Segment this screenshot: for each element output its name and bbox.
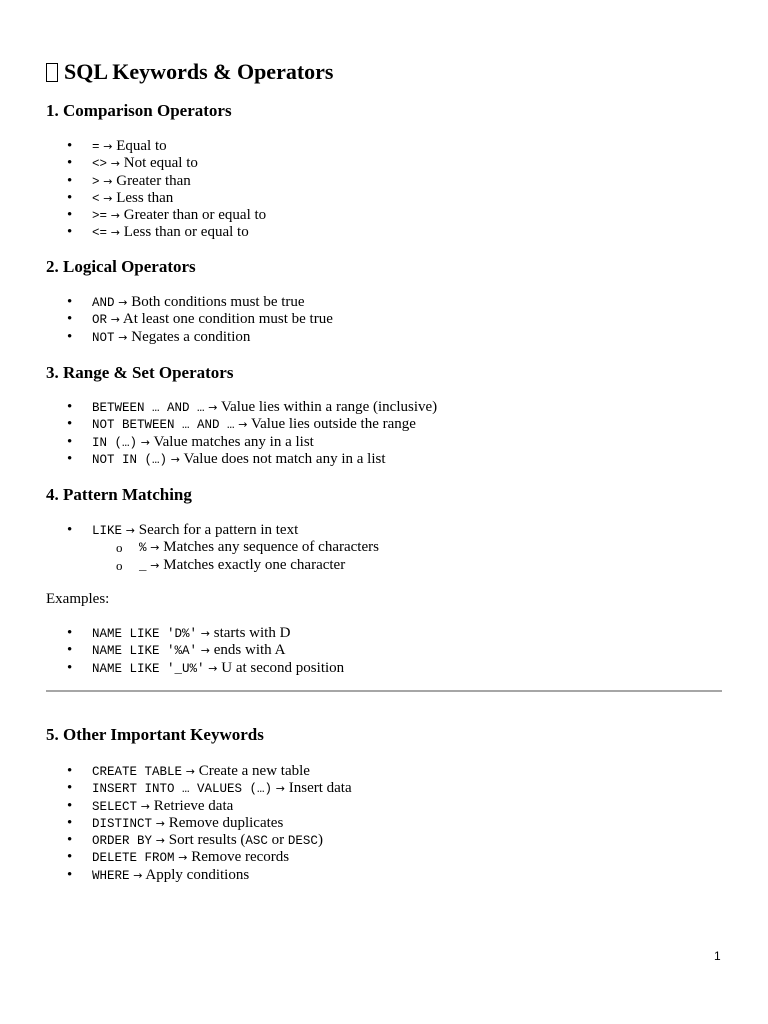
sub-list-item: o _ → Matches exactly one character — [116, 556, 346, 573]
list-item: • NOT → Negates a condition — [67, 328, 251, 345]
list-item: • INSERT INTO … VALUES (…) → Insert data — [67, 780, 352, 797]
examples-list — [46, 625, 722, 677]
section-heading-range-set: 3. Range & Set Operators — [46, 363, 234, 382]
sub-list-item: o % → Matches any sequence of characters — [116, 539, 379, 556]
missing-glyph-icon — [46, 63, 58, 82]
other-keywords-list — [46, 763, 722, 884]
list-item: • > → Greater than — [67, 172, 191, 189]
list-item: • SELECT → Retrieve data — [67, 797, 234, 814]
list-item: • LIKE → Search for a pattern in text — [67, 522, 299, 538]
list-item: • <> → Not equal to — [67, 155, 198, 172]
list-item: • NAME LIKE '%A' → ends with A — [67, 642, 286, 659]
section-heading-pattern-matching: 4. Pattern Matching — [46, 485, 192, 504]
list-item: • >= → Greater than or equal to — [67, 207, 267, 224]
section-heading-other-keywords: 5. Other Important Keywords — [46, 725, 264, 744]
examples-label: Examples: — [46, 591, 110, 607]
list-item: • AND → Both conditions must be true — [67, 294, 305, 310]
document-title: SQL Keywords & Operators — [46, 58, 334, 86]
list-item: • <= → Less than or equal to — [67, 224, 249, 241]
list-item: • NOT BETWEEN … AND … → Value lies outside the range — [67, 416, 416, 433]
pattern-matching-list — [46, 522, 722, 574]
list-item: • DELETE FROM → Remove records — [67, 849, 290, 866]
list-item: • OR → At least one condition must be true — [67, 311, 333, 328]
document-page — [46, 0, 722, 1024]
section-heading-logical: 2. Logical Operators — [46, 257, 196, 276]
page-number: 1 — [714, 949, 721, 963]
list-item: • < → Less than — [67, 189, 174, 206]
list-item: • = → Equal to — [67, 138, 167, 154]
list-item: • NOT IN (…) → Value does not match any in a list — [67, 450, 386, 467]
list-item: • NAME LIKE 'D%' → starts with D — [67, 625, 291, 641]
section-heading-comparison: 1. Comparison Operators — [46, 101, 232, 120]
comparison-operators-list — [46, 138, 722, 242]
list-item: • ORDER BY → Sort results (ASC or DESC) — [67, 832, 323, 849]
list-item: • NAME LIKE '_U%' → U at second position — [67, 659, 345, 676]
list-item: • BETWEEN … AND … → Value lies within a range (inclusive) — [67, 399, 438, 415]
logical-operators-list — [46, 294, 722, 346]
list-item: • WHERE → Apply conditions — [67, 866, 250, 883]
list-item: • CREATE TABLE → Create a new table — [67, 763, 310, 779]
list-item: • IN (…) → Value matches any in a list — [67, 433, 314, 450]
list-item: • DISTINCT → Remove duplicates — [67, 814, 284, 831]
horizontal-divider — [46, 690, 722, 692]
range-set-operators-list — [46, 399, 722, 468]
